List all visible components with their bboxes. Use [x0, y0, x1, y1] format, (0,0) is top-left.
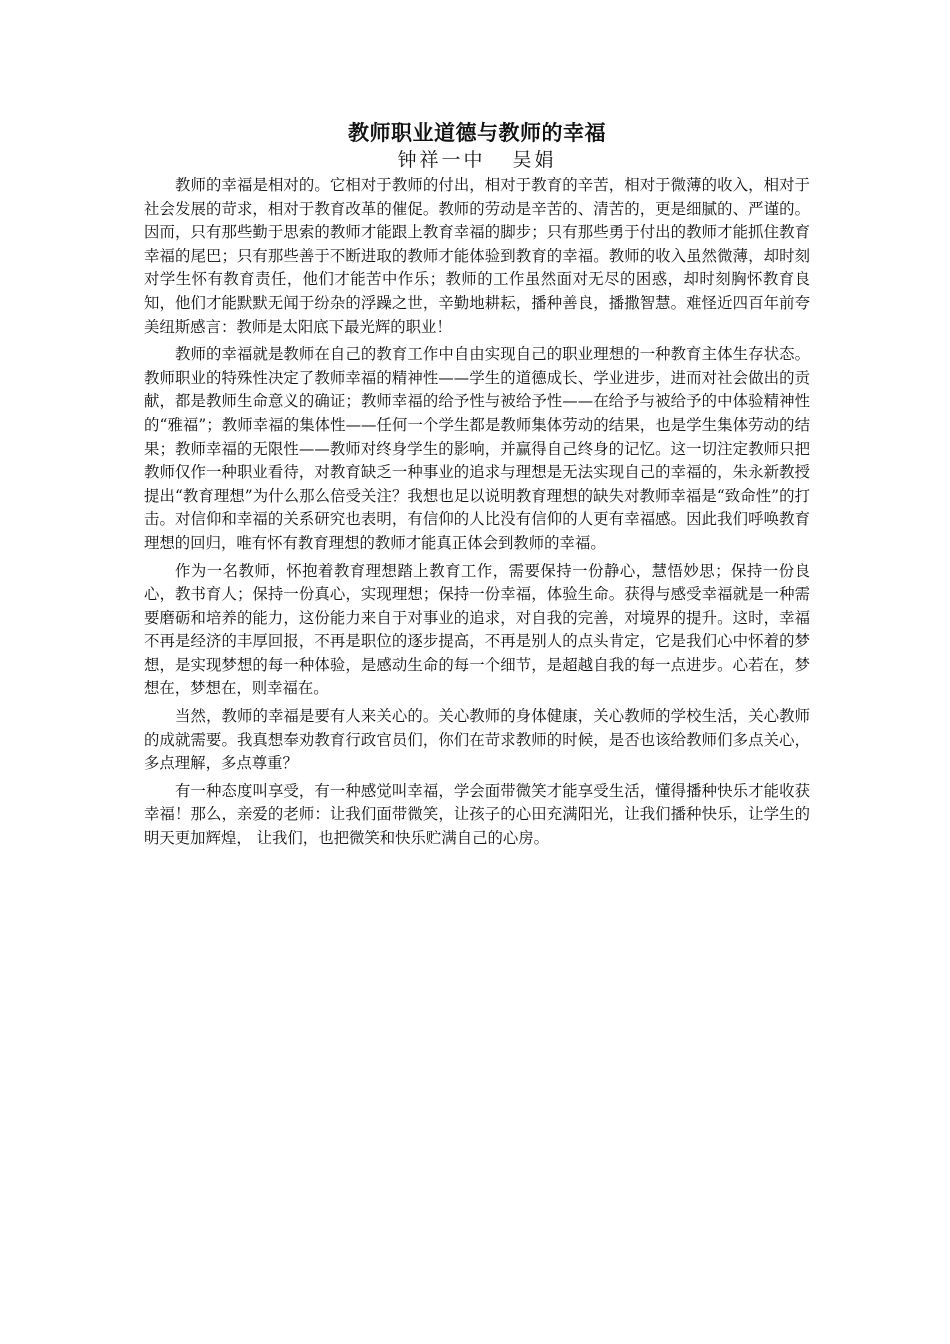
paragraph-4: 当然，教师的幸福是要有人来关心的。关心教师的身体健康，关心教师的学校生活，关心教师的成就需要。我真想奉劝教育行政官员们，你们在苛求教师的时候，是否也该给教师们多点关心，多点理解，多点尊重？ — [144, 707, 810, 773]
author-byline: 钟祥一中 吴娟 — [397, 149, 557, 171]
document-page — [144, 118, 810, 855]
paragraph-1: 教师的幸福是相对的。它相对于教师的付出，相对于教育的辛苦，相对于微薄的收入，相对于社会发展的苛求，相对于教育改革的催促。教师的劳动是辛苦的、清苦的，更是细腻的、严谨的。因而，只有那些勤于思索的教师才能跟上教育幸福的脚步；只有那些勇于付出的教师才能抓住教育幸福的尾巴；只有那些善于不断进取的教师才能体验到教育的幸福。教师的收入虽然微薄，却时刻对学生怀有教育责任，他们才能苦中作乐；教师的工作虽然面对无尽的困惑，却时刻胸怀教育良知，他们才能默默无闻于纷杂的浮躁之世，辛勤地耕耘，播种善良，播撒智慧。难怪近四百年前夸美纽斯感言：教师是太阳底下最光辉的职业！ — [144, 176, 810, 336]
paragraph-2: 教师的幸福就是教师在自己的教育工作中自由实现自己的职业理想的一种教育主体生存状态。教师职业的特殊性决定了教师幸福的精神性——学生的道德成长、学业进步，进而对社会做出的贡献，都是教师生命意义的确证；教师幸福的给予性与被给予性——在给予与被给予的中体验精神性的“雅福”；教师幸福的集体性——任何一个学生都是教师集体劳动的结果，也是学生集体劳动的结果；教师幸福的无限性——教师对终身学生的影响，并赢得自己终身的记忆。这一切注定教师只把教师仅作一种职业看待，对教育缺乏一种事业的追求与理想是无法实现自己的幸福的，朱永新教授提出“教育理想”为什么那么倍受关注？我想也足以说明教育理想的缺失对教师幸福是“致命性”的打击。对信仰和幸福的关系研究也表明，有信仰的人比没有信仰的人更有幸福感。因此我们呼唤教育理想的回归，唯有怀有教育理想的教师才能真正体会到教师的幸福。 — [144, 345, 810, 552]
paragraph-3: 作为一名教师，怀抱着教育理想踏上教育工作，需要保持一份静心，慧悟妙思；保持一份良心，教书育人；保持一份真心，实现理想；保持一份幸福，体验生命。获得与感受幸福就是一种需要磨砺和培养的能力，这份能力来自于对事业的追求，对自我的完善，对境界的提升。这时，幸福不再是经济的丰厚回报，不再是职位的逐步提高，不再是别人的点头肯定，它是我们心中怀着的梦想，是实现梦想的每一种体验，是感动生命的每一个细节，是超越自我的每一点进步。心若在，梦想在，梦想在，则幸福在。 — [144, 561, 810, 698]
paragraph-5: 有一种态度叫享受，有一种感觉叫幸福，学会面带微笑才能享受生活，懂得播种快乐才能收获幸福！那么，亲爱的老师：让我们面带微笑，让孩子的心田充满阳光，让我们播种快乐，让学生的明天更加辉煌， 让我们，也把微笑和快乐贮满自己的心房。 — [144, 781, 810, 848]
document-title: 教师职业道德与教师的幸福 — [348, 120, 606, 145]
